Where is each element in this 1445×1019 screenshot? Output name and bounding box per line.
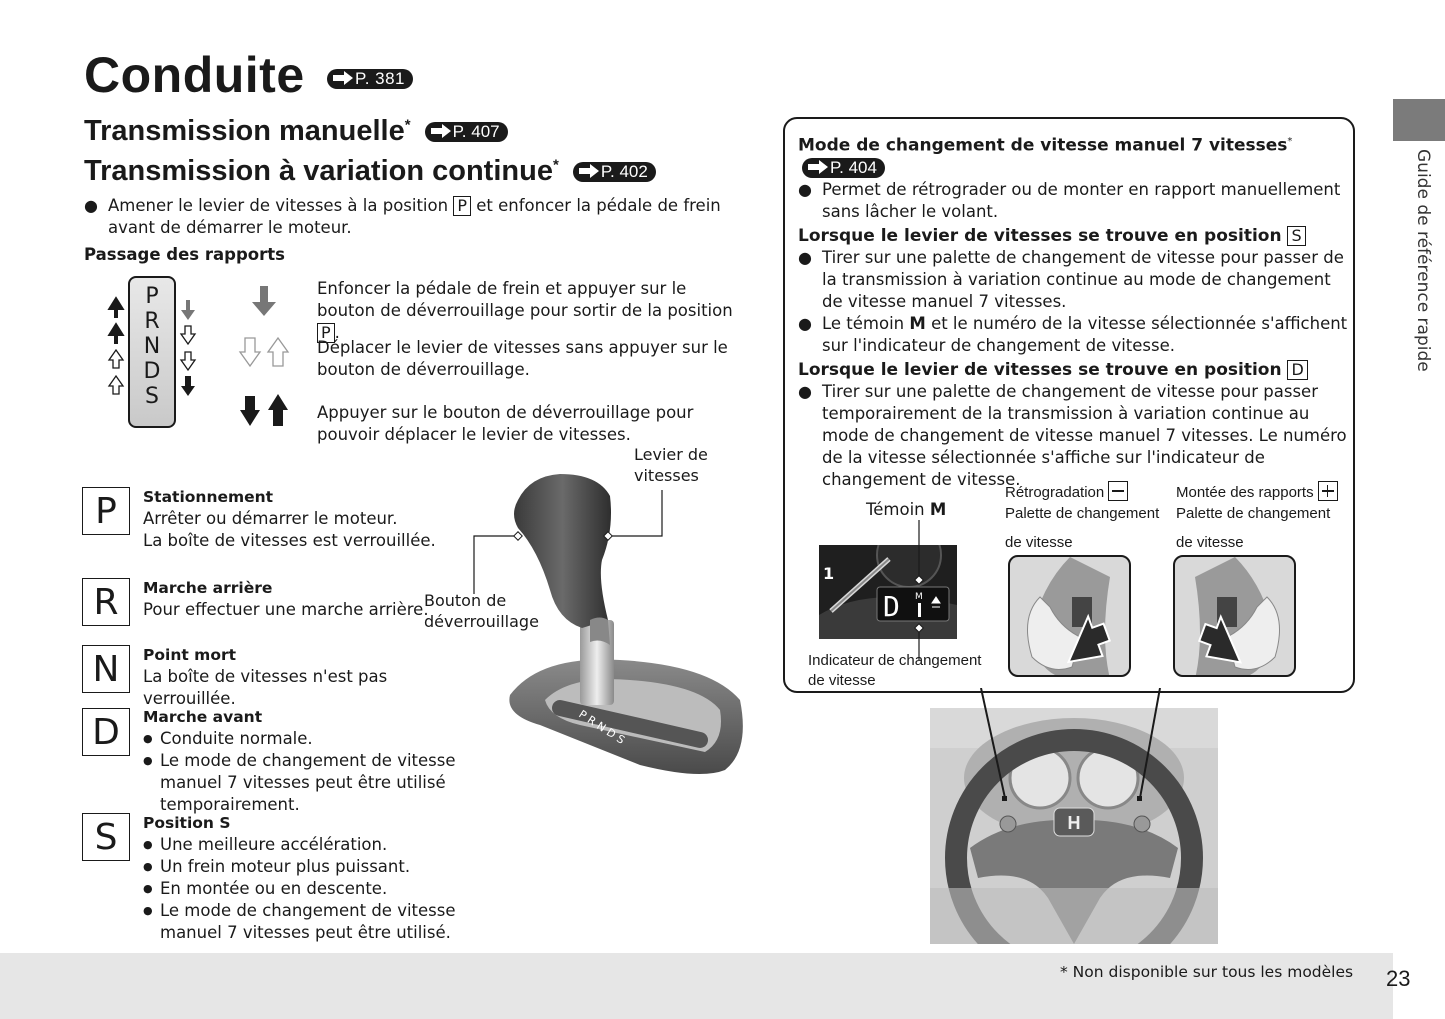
legend-2: Déplacer le levier de vitesses sans appuyer sur le bouton de déverrouillage. (317, 338, 728, 379)
arrow-down-up-outline-icon (240, 338, 288, 366)
position-s: Position S ● Une meilleure accélération. ● Un frein moteur plus puissant. ● En montée ou en descente. ● Le mode de changement de vitesse manuel 7 vitesses peut être utilisé. (143, 812, 513, 944)
downshift-label: Rétrogradation Palette de changement de vitesse (1005, 481, 1165, 557)
upshift-paddle-image (1173, 555, 1296, 677)
arrow-up-icon (111, 326, 121, 344)
gate-letter: D (143, 359, 161, 384)
gate-mini-label: P R N D S (576, 707, 628, 747)
page-number: 23 (1386, 966, 1411, 991)
shift-indicator-display (819, 545, 957, 639)
arrow-down-gray-icon (181, 300, 195, 320)
position-d: Marche avant ● Conduite normale. ● Le mode de changement de vitesse manuel 7 vitesses peut être utilisé temporairement. (143, 706, 513, 816)
upshift-label: Montée des rapports Palette de changement de vitesse (1176, 481, 1346, 557)
gate-letter: S (145, 384, 159, 409)
side-tab-marker (1393, 99, 1445, 141)
lever-label: Levier de vitesses (634, 445, 708, 485)
arrow-down-gray-icon (252, 286, 276, 316)
position-box-p: P (82, 487, 130, 535)
gate-letter: P (145, 284, 159, 309)
gate-letter: R (144, 309, 160, 334)
indicator-label: Indicateur de changement de vitesse (808, 652, 982, 689)
indicator-callout (910, 520, 930, 670)
page-ref-link[interactable]: P. 381 (327, 69, 413, 89)
footer-note: * Non disponible sur tous les modèles (1060, 963, 1354, 981)
position-box-r: R (82, 578, 130, 626)
svg-text:H: H (1067, 813, 1081, 833)
position-r: Marche arrière Pour effectuer une marche arrière. (143, 579, 429, 619)
position-box-d: D (82, 708, 130, 756)
legend-icons (238, 280, 298, 430)
minus-icon (1108, 481, 1128, 501)
arrow-down-outline-icon (181, 352, 195, 370)
subtitle-manual: Transmission manuelle* P. 407 (84, 115, 508, 148)
shift-heading: Passage des rapports (84, 245, 285, 264)
arrow-up-outline-icon (109, 350, 123, 368)
release-button-label: Bouton de déverrouillage (424, 591, 539, 631)
plus-icon (1318, 481, 1338, 501)
page-ref-link[interactable]: P. 402 (573, 162, 656, 182)
gate-diagram (100, 272, 210, 432)
paddle-callout-lines (975, 688, 1175, 808)
display-d: D (883, 590, 900, 623)
downshift-paddle-image (1008, 555, 1131, 677)
arrow-down-icon (181, 376, 195, 396)
legend-3: Appuyer sur le bouton de déverrouillage pour pouvoir déplacer le levier de vitesses. (317, 403, 694, 444)
arrow-down-up-icon (240, 394, 288, 426)
mode-7-content: Mode de changement de vitesse manuel 7 vitesses* P. 404 ● Permet de rétrograder ou de monter en rapport manuellement sans lâcher le volant. Lorsque le levier de vitesses se trouve en position S ● Tirer sur une palette de changement de vitesse pour passer de la transmission à variation continue au mode de changement de vitesse manuel 7 vitesses. ● Le témoin M et le numéro de la vitesse sélectionnée s'affichent sur l'indicateur de changement de vitesse. Lorsque le levier de vitesses se trouve en position D ● Tirer sur une palette de changement de vitesse pour passer temporairement de la transmission à variation continue au mode de changement de vitesse manuel 7 vitesses. Le numéro de la vitesse sélectionnée s'affiche sur l'indicateur de changement de vitesse. (798, 131, 1348, 491)
position-p: Stationnement Arrêter ou démarrer le moteur. La boîte de vitesses est verrouillée. (143, 488, 436, 550)
legend-1: Enfoncer la pédale de frein et appuyer sur le bouton de déverrouillage pour sortir de la position P . (317, 279, 733, 342)
position-box-s: S (82, 813, 130, 861)
arrow-up-icon (111, 300, 121, 318)
subtitle-cvt: Transmission à variation continue* P. 402 (84, 155, 656, 188)
page-ref-link[interactable]: P. 404 (802, 158, 885, 178)
side-tab (1393, 141, 1445, 953)
display-m: M (915, 592, 923, 602)
position-box-n: N (82, 645, 130, 693)
display-gear-1: 1 (823, 564, 835, 583)
position-n: Point mort La boîte de vitesses n'est pas verrouillée. (143, 646, 388, 708)
arrow-down-outline-icon (181, 326, 195, 344)
page-title: Conduite P. 381 (84, 46, 413, 104)
arrow-up-outline-icon (109, 376, 123, 394)
intro-text: ● Amener le levier de vitesses à la position P et enfoncer la pédale de frein avant de démarrer le moteur. (84, 195, 754, 239)
page-ref-link[interactable]: P. 407 (425, 122, 508, 142)
temoin-m-label: Témoin M (866, 500, 947, 519)
side-tab-label: Guide de référence rapide (1413, 149, 1433, 372)
gate-letter: N (143, 334, 161, 359)
